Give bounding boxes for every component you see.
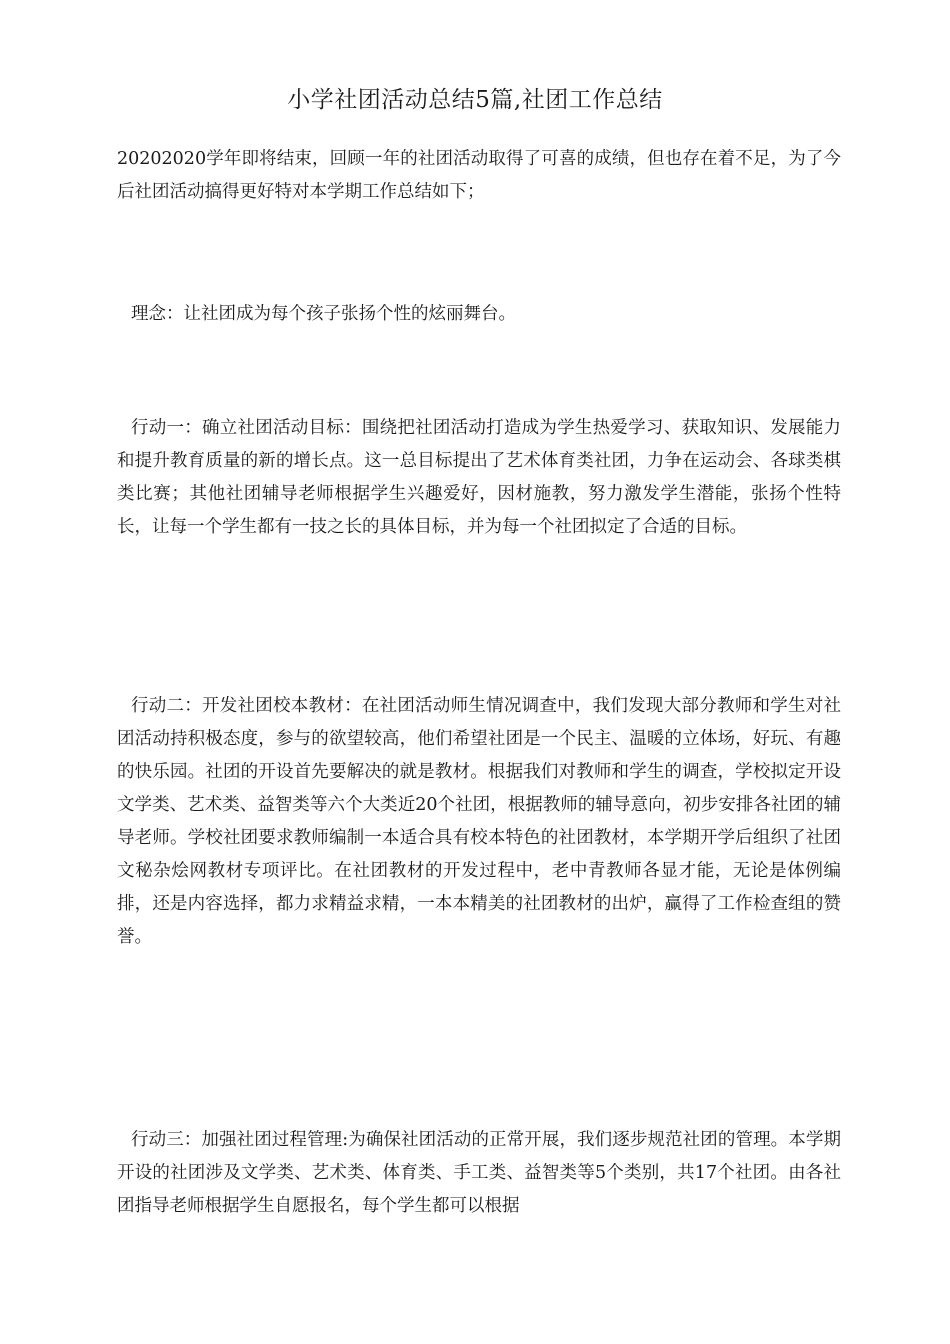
action-three-paragraph: 行动三：加强社团过程管理:为确保社团活动的正常开展，我们逐步规范社团的管理。本学期开设的社团涉及文学类、艺术类、体育类、手工类、益智类等5个类别，共17个社团。由各社团指导老师根据学生自愿报名，每个学生都可以根据: [117, 1130, 841, 1216]
document-title: 小学社团活动总结5篇,社团工作总结: [287, 87, 663, 113]
action-one-paragraph: 行动一：确立社团活动目标：围绕把社团活动打造成为学生热爱学习、获取知识、发展能力和提升教育质量的新的增长点。这一总目标提出了艺术体育类社团，力争在运动会、各球类棋类比赛；其他社团辅导老师根据学生兴趣爱好，因材施教，努力激发学生潜能，张扬个性特长，让每一个学生都有一技之长的具体目标，并为每一个社团拟定了合适的目标。: [117, 418, 841, 537]
idea-paragraph: 理念：让社团成为每个孩子张扬个性的炫丽舞台。: [131, 304, 516, 324]
action-two-paragraph: 行动二：开发社团校本教材：在社团活动师生情况调查中，我们发现大部分教师和学生对社团活动持积极态度，参与的欲望较高，他们希望社团是一个民主、温暖的立体场，好玩、有趣的快乐园。社团的开设首先要解决的就是教材。根据我们对教师和学生的调查，学校拟定开设文学类、艺术类、益智类等六个大类近20个社团，根据教师的辅导意向，初步安排各社团的辅导老师。学校社团要求教师编制一本适合具有校本特色的社团教材，本学期开学后组织了社团文秘杂烩网教材专项评比。在社团教材的开发过程中，老中青教师各显才能，无论是体例编排，还是内容选择，都力求精益求精，一本本精美的社团教材的出炉，赢得了工作检查组的赞誉。: [117, 696, 841, 947]
intro-paragraph: 20202020学年即将结束，回顾一年的社团活动取得了可喜的成绩，但也存在着不足，为了今后社团活动搞得更好特对本学期工作总结如下；: [117, 149, 841, 202]
